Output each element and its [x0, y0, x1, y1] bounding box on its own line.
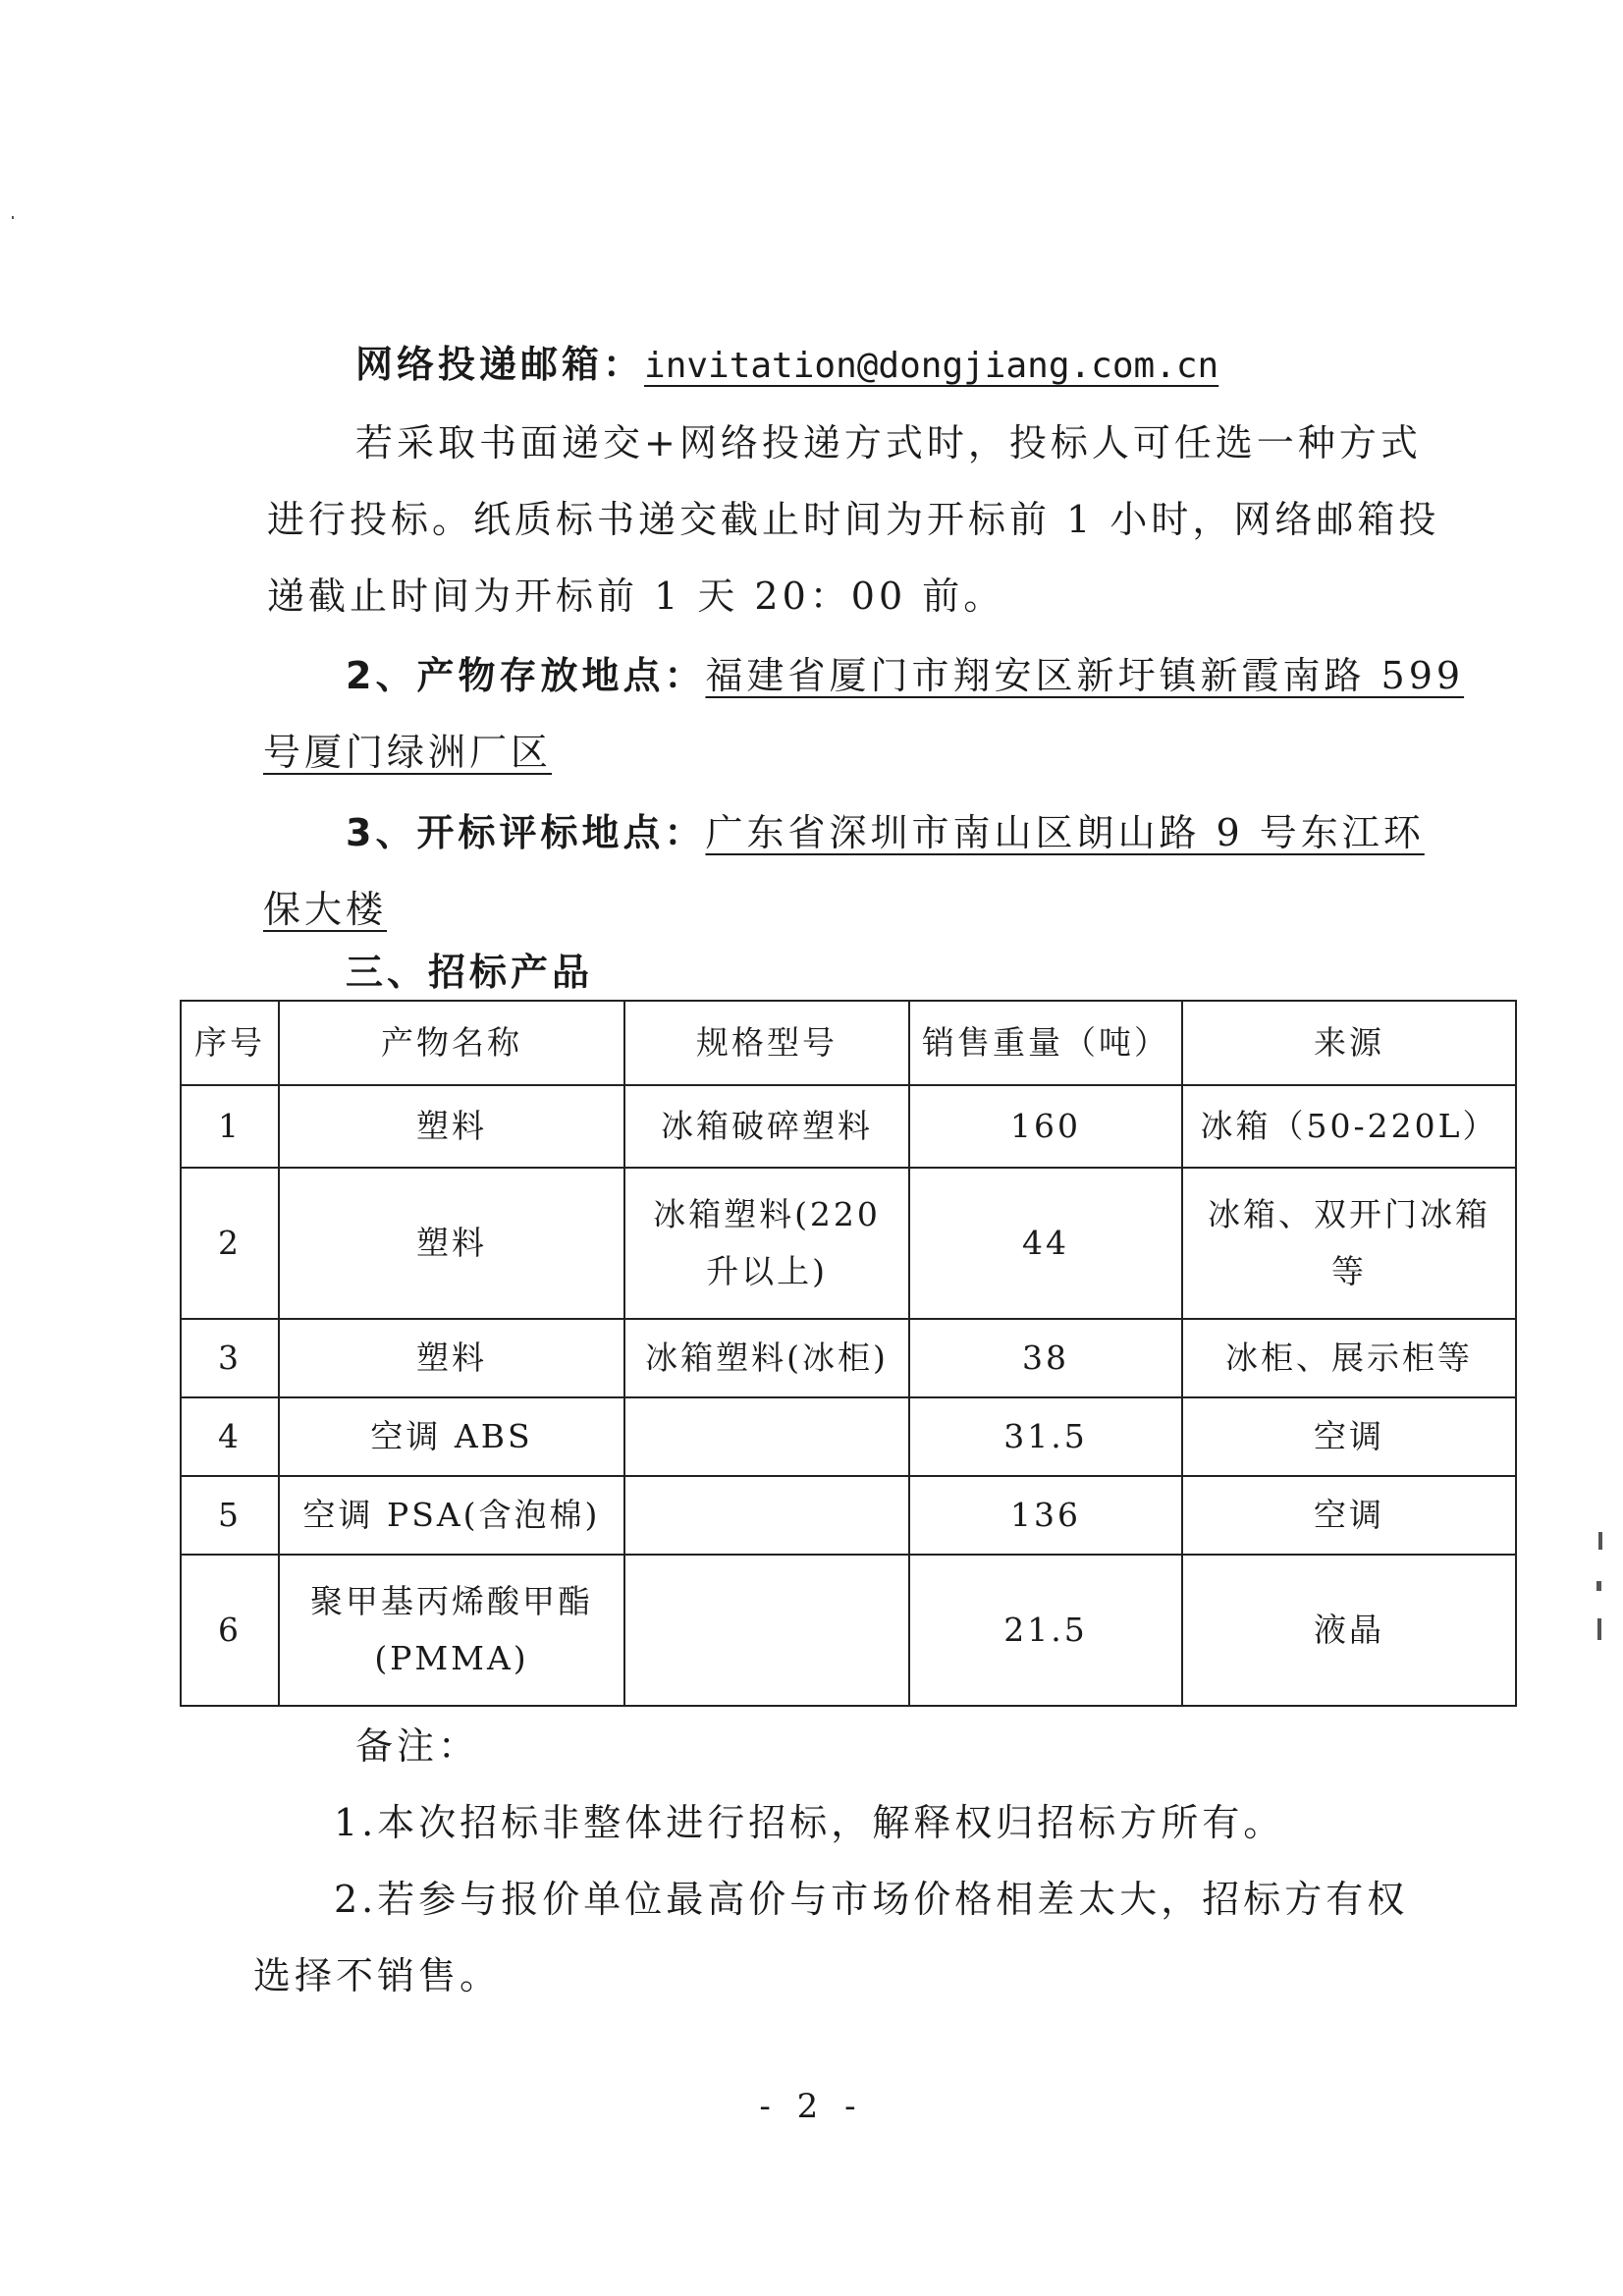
cell-name: 空调 PSA(含泡棉) [279, 1476, 624, 1555]
bid-location-value-cont: 保大楼 [263, 888, 388, 931]
email-label: 网络投递邮箱： [355, 343, 645, 386]
notes-label: 备注： [355, 1724, 480, 1768]
cell-no: 6 [181, 1555, 279, 1706]
note-line: 选择不销售。 [253, 1954, 502, 1997]
scan-artifact [12, 216, 14, 219]
storage-location-label: 2、产物存放地点： [346, 654, 706, 697]
cell-no: 3 [181, 1319, 279, 1397]
email-link[interactable]: invitation@dongjiang.com.cn [644, 346, 1219, 386]
cell-weight: 136 [909, 1476, 1182, 1555]
email-line [355, 339, 1218, 392]
table-row [181, 1476, 1516, 1555]
cell-name: 聚甲基丙烯酸甲酯(PMMA) [279, 1555, 624, 1706]
cell-spec: 冰箱破碎塑料 [624, 1085, 909, 1168]
cell-spec [624, 1397, 909, 1476]
cell-weight: 38 [909, 1319, 1182, 1397]
header-spec: 规格型号 [624, 1001, 909, 1085]
cell-source: 冰箱、双开门冰箱等 [1182, 1168, 1516, 1319]
table-row [181, 1085, 1516, 1168]
paragraph-line: 若采取书面递交+网络投递方式时，投标人可任选一种方式 [355, 421, 1422, 465]
cell-spec [624, 1555, 909, 1706]
storage-location-value-cont: 号厦门绿洲厂区 [263, 731, 553, 774]
table-row [181, 1319, 1516, 1397]
cell-source: 空调 [1182, 1476, 1516, 1555]
bid-location-line [346, 807, 1425, 858]
cell-source: 空调 [1182, 1397, 1516, 1476]
table-header-row [181, 1001, 1516, 1085]
paragraph-line: 递截止时间为开标前 1 天 20：00 前。 [267, 574, 1005, 618]
note-line: 2.若参与报价单位最高价与市场价格相差太大，招标方有权 [334, 1878, 1409, 1921]
scan-artifact [1596, 1581, 1601, 1591]
cell-weight: 31.5 [909, 1397, 1182, 1476]
cell-no: 2 [181, 1168, 279, 1319]
paragraph-line: 进行投标。纸质标书递交截止时间为开标前 1 小时，网络邮箱投 [267, 498, 1440, 541]
cell-source: 冰箱（50-220L） [1182, 1085, 1516, 1168]
cell-name: 塑料 [279, 1168, 624, 1319]
cell-no: 4 [181, 1397, 279, 1476]
cell-no: 1 [181, 1085, 279, 1168]
header-no: 序号 [181, 1001, 279, 1085]
bid-location-value: 广东省深圳市南山区朗山路 9 号东江环 [705, 811, 1425, 854]
cell-name: 塑料 [279, 1085, 624, 1168]
section-heading: 三、招标产品 [346, 951, 594, 994]
storage-location-value: 福建省厦门市翔安区新圩镇新霞南路 599 [705, 654, 1465, 697]
products-table [180, 1000, 1517, 1707]
cell-no: 5 [181, 1476, 279, 1555]
cell-source: 液晶 [1182, 1555, 1516, 1706]
table-row [181, 1397, 1516, 1476]
cell-weight: 21.5 [909, 1555, 1182, 1706]
header-source: 来源 [1182, 1001, 1516, 1085]
cell-name: 塑料 [279, 1319, 624, 1397]
table-row [181, 1555, 1516, 1706]
bid-location-label: 3、开标评标地点： [346, 811, 706, 854]
scan-artifact [1597, 1618, 1601, 1640]
cell-source: 冰柜、展示柜等 [1182, 1319, 1516, 1397]
cell-spec: 冰箱塑料(220升以上) [624, 1168, 909, 1319]
table-row [181, 1168, 1516, 1319]
cell-weight: 160 [909, 1085, 1182, 1168]
header-weight: 销售重量（吨） [909, 1001, 1182, 1085]
cell-name: 空调 ABS [279, 1397, 624, 1476]
cell-spec [624, 1476, 909, 1555]
note-line: 1.本次招标非整体进行招标，解释权归招标方所有。 [334, 1801, 1285, 1844]
storage-location-line [346, 650, 1464, 701]
cell-spec: 冰箱塑料(冰柜) [624, 1319, 909, 1397]
scan-artifact [1598, 1532, 1602, 1550]
header-name: 产物名称 [279, 1001, 624, 1085]
page-number: - 2 - [759, 2087, 864, 2126]
cell-weight: 44 [909, 1168, 1182, 1319]
